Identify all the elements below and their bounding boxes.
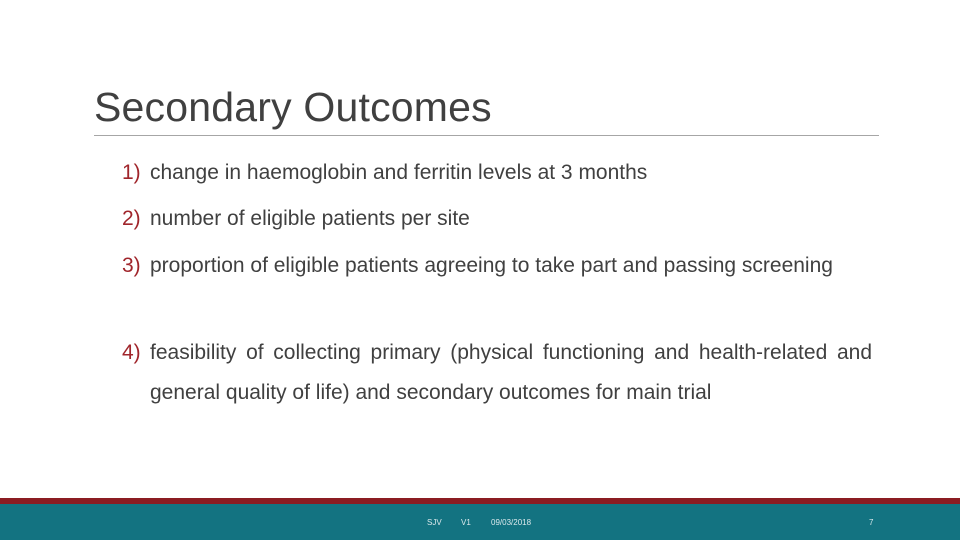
footer-version: V1 bbox=[461, 518, 471, 527]
list-item-number: 3) bbox=[122, 254, 141, 277]
list-item bbox=[122, 333, 872, 413]
title-divider bbox=[94, 135, 879, 136]
list-item bbox=[122, 199, 872, 239]
list-item-number: 4) bbox=[122, 341, 141, 364]
list-item-text: feasibility of collecting primary (physical functioning and health-related and general quality of life) and secondary outcomes for main trial bbox=[150, 341, 872, 404]
list-item-text: proportion of eligible patients agreeing to take part and passing screening bbox=[150, 254, 833, 277]
footer-bar bbox=[0, 504, 960, 540]
list-item bbox=[122, 246, 872, 286]
list-item-number: 2) bbox=[122, 207, 141, 230]
footer-date: 09/03/2018 bbox=[491, 518, 532, 527]
list-item-text: number of eligible patients per site bbox=[150, 207, 470, 230]
list-item-text: change in haemoglobin and ferritin levels at 3 months bbox=[150, 161, 648, 184]
page-number: 7 bbox=[869, 518, 874, 527]
list-item bbox=[122, 153, 872, 193]
footer-author: SJV bbox=[427, 518, 442, 527]
slide-title: Secondary Outcomes bbox=[94, 84, 492, 130]
list-item-number: 1) bbox=[122, 161, 141, 184]
